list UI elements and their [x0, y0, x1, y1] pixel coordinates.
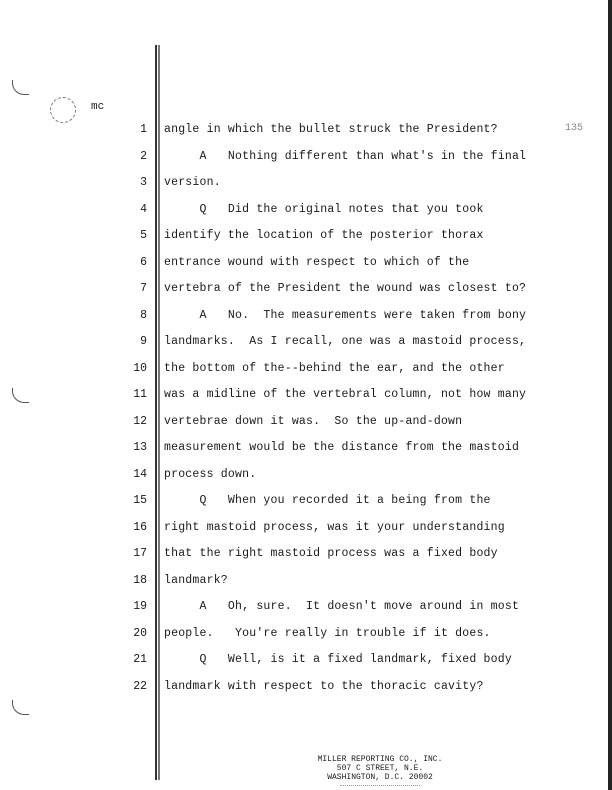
line-text: was a midline of the vertebral column, not how many	[164, 388, 527, 401]
punch-hole-mark	[12, 700, 29, 715]
line-text: A Nothing different than what's in the final	[164, 149, 527, 163]
margin-rule	[155, 45, 157, 780]
reporter-footer-name: MILLER REPORTING CO., INC.	[317, 755, 443, 764]
line-number: 9	[140, 335, 147, 348]
line-number: 7	[140, 282, 147, 295]
line-text: vertebrae down it was. So the up-and-down	[164, 414, 463, 428]
line-text: entrance wound with respect to which of the	[164, 255, 470, 269]
line-text: angle in which the bullet struck the President?	[164, 123, 498, 136]
line-number: 16	[133, 520, 147, 534]
line-number: 3	[140, 176, 147, 189]
line-number: 17	[133, 547, 147, 560]
line-number: 10	[133, 361, 147, 375]
line-number: 12	[133, 414, 147, 428]
line-text: landmark?	[164, 573, 228, 587]
reporter-stamp	[50, 97, 76, 123]
line-text: that the right mastoid process was a fixed body	[164, 547, 498, 560]
line-text: Q Well, is it a fixed landmark, fixed body	[164, 653, 512, 666]
line-text: identify the location of the posterior thorax	[164, 229, 484, 242]
line-text: A Oh, sure. It doesn't move around in most	[164, 600, 520, 613]
line-text: vertebra of the President the wound was closest to?	[164, 282, 527, 295]
line-number: 22	[133, 679, 147, 693]
line-text: A No. The measurements were taken from bony	[164, 308, 527, 322]
line-text: right mastoid process, was it your understanding	[164, 520, 505, 534]
line-text: version.	[164, 176, 221, 189]
line-text: Q Did the original notes that you took	[164, 202, 484, 216]
reporter-initials: mc	[91, 101, 105, 113]
line-number: 13	[133, 441, 147, 454]
line-number: 19	[133, 600, 147, 613]
line-number: 5	[140, 229, 147, 242]
line-number: 2	[140, 149, 147, 163]
line-number: 1	[140, 123, 147, 136]
reporter-footer-street: 507 C STREET, N.E.	[336, 764, 424, 773]
scan-edge	[608, 0, 612, 790]
line-number: 21	[133, 653, 147, 666]
line-text: people. You're really in trouble if it does.	[164, 626, 491, 640]
margin-rule	[158, 45, 160, 780]
line-number: 6	[140, 255, 147, 269]
line-number: 14	[133, 467, 147, 481]
line-text: Q When you recorded it a being from the	[164, 494, 491, 507]
line-number: 4	[140, 202, 147, 216]
line-text: landmarks. As I recall, one was a mastoid process,	[164, 335, 527, 348]
line-number: 15	[133, 494, 147, 507]
reporter-footer-city: WASHINGTON, D.C. 20002	[327, 773, 433, 782]
line-number: 18	[133, 573, 147, 587]
line-number: 20	[133, 626, 147, 640]
line-text: measurement would be the distance from the mastoid	[164, 441, 520, 454]
page-number: 135	[565, 123, 584, 134]
punch-hole-mark	[12, 80, 29, 95]
line-text: the bottom of the--behind the ear, and the other	[164, 361, 505, 375]
line-number: 11	[133, 388, 147, 401]
cut-off-footer-line	[340, 785, 420, 789]
line-text: landmark with respect to the thoracic cavity?	[164, 679, 484, 693]
line-text: process down.	[164, 467, 257, 481]
punch-hole-mark	[12, 388, 29, 403]
line-number: 8	[140, 308, 147, 322]
